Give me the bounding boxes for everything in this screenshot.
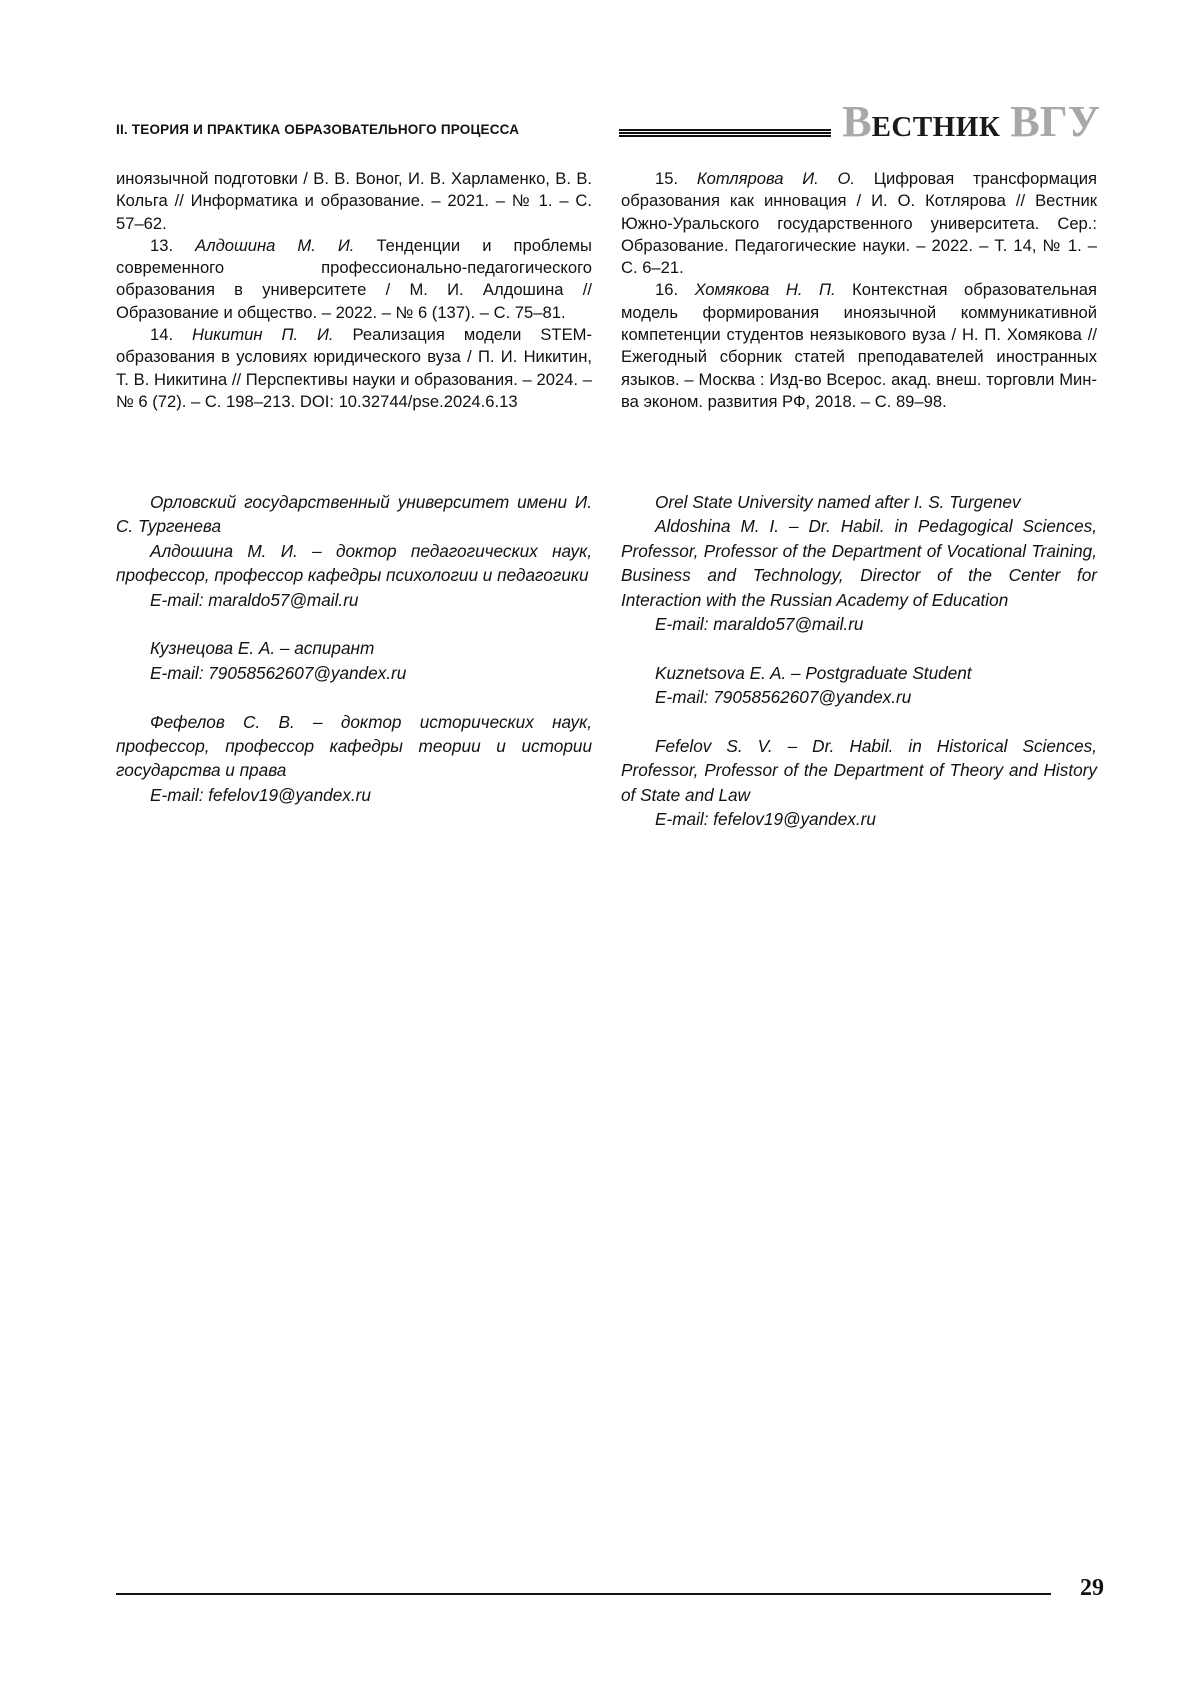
reference-13 [116, 235, 592, 324]
reference-text: Реализация модели STEM-образования в условиях юридического вуза / П. И. Никитин, Т. В. Никитина // Перспективы науки и образования. – 2024. – № 6 (72). – С. 198–213. DOI: 10.32744/pse.2024.6.13 [116, 325, 592, 411]
reference-author: Хомякова Н. П. [695, 280, 836, 299]
author-fefelov: Фефелов С. В. – доктор исторических наук, профессор, профессор кафедры теории и истории государства и права [116, 710, 592, 783]
author-email: E-mail: fefelov19@yandex.ru [116, 783, 592, 807]
journal-page [0, 0, 1200, 1697]
reference-text: Цифровая трансформация образования как инновация / И. О. Котлярова // Вестник Южно-Уральского государственного университета. Сер.: Образование. Педагогические науки. – 2022. – Т. 14, № 1. – С. 6–21. [621, 169, 1097, 277]
university-name: Орловский государственный университет имени И. С. Тургенева [116, 490, 592, 539]
page-number: 29 [1080, 1575, 1104, 1602]
logo-second-word: ВГУ [1010, 97, 1100, 146]
reference-16 [621, 279, 1097, 413]
author-email: E-mail: 79058562607@yandex.ru [116, 661, 592, 685]
author-info-russian [116, 490, 592, 807]
reference-number: 15. [655, 169, 678, 188]
reference-author: Котлярова И. О. [697, 169, 855, 188]
references-left-column [116, 168, 592, 413]
reference-12-tail: иноязычной подготовки / В. В. Воног, И. В. Харламенко, В. В. Кольга // Информатика и образование. – 2021. – № 1. – С. 57–62. [116, 168, 592, 235]
section-title: II. ТЕОРИЯ И ПРАКТИКА ОБРАЗОВАТЕЛЬНОГО ПРОЦЕССА [116, 122, 519, 137]
university-name: Orel State University named after I. S. Turgenev [621, 490, 1097, 514]
author-kuznetsova: Кузнецова Е. А. – аспирант [116, 636, 592, 660]
author-email: E-mail: maraldo57@mail.ru [116, 588, 592, 612]
author-aldoshina: Aldoshina M. I. – Dr. Habil. in Pedagogical Sciences, Professor, Professor of the Department of Vocational Training, Business and Technology, Director of the Center for Interaction with the Russian Academy of Education [621, 514, 1097, 612]
reference-number: 16. [655, 280, 678, 299]
journal-logo [842, 100, 1100, 144]
reference-number: 13. [150, 236, 173, 255]
author-email: E-mail: fefelov19@yandex.ru [621, 807, 1097, 831]
references-right-column [621, 168, 1097, 413]
running-header [116, 100, 1100, 146]
reference-text: Тенденции и проблемы современного профессионально-педагогического образования в университете / М. И. Алдошина // Образование и общество. – 2022. – № 6 (137). – С. 75–81. [116, 236, 592, 322]
author-info-english [621, 490, 1097, 832]
author-kuznetsova: Kuznetsova E. A. – Postgraduate Student [621, 661, 1097, 685]
footer-rule [116, 1593, 1051, 1595]
header-rule [619, 129, 831, 137]
author-email: E-mail: maraldo57@mail.ru [621, 612, 1097, 636]
author-email: E-mail: 79058562607@yandex.ru [621, 685, 1097, 709]
reference-number: 14. [150, 325, 173, 344]
author-fefelov: Fefelov S. V. – Dr. Habil. in Historical Sciences, Professor, Professor of the Department of Theory and History of State and Law [621, 734, 1097, 807]
reference-text: Контекстная образовательная модель формирования иноязычной коммуникативной компетенции студентов неязыкового вуза / Н. П. Хомякова // Ежегодный сборник статей преподавателей иностранных языков. – Москва : Изд-во Всерос. акад. внеш. торговли Мин-ва эконом. развития РФ, 2018. – С. 89–98. [621, 280, 1097, 410]
reference-15 [621, 168, 1097, 279]
logo-rest: ЕСТНИК [872, 111, 1001, 143]
logo-first-letter: В [842, 97, 871, 146]
author-aldoshina: Алдошина М. И. – доктор педагогических наук, профессор, профессор кафедры психологии и педагогики [116, 539, 592, 588]
reference-14 [116, 324, 592, 413]
reference-author: Алдошина М. И. [195, 236, 354, 255]
reference-author: Никитин П. И. [192, 325, 334, 344]
